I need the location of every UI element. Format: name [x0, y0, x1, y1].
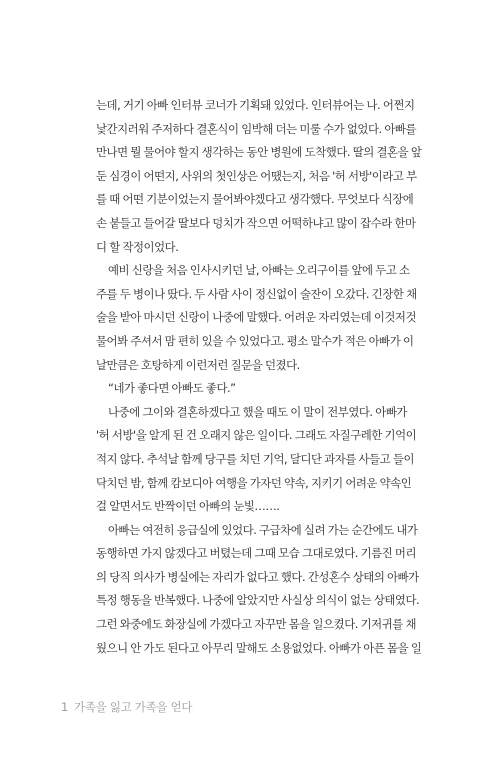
body-line: 동행하면 가지 않겠다고 버텼는데 그때 모습 그대로였다. 기름진 머리 [96, 546, 417, 561]
footer-chapter-title: 가족을 잃고 가족을 얻다 [74, 700, 193, 714]
body-line: 물어봐 주셔서 맘 편히 있을 수 있었다고. 평소 말수가 적은 아빠가 이 [96, 333, 414, 348]
body-line: 예비 신랑을 처음 인사시키던 날, 아빠는 오리구이를 앞에 두고 소 [108, 263, 410, 278]
body-line: 웠으니 안 가도 된다고 아무리 말해도 소용없었다. 아빠가 아픈 몸을 일 [96, 640, 422, 655]
body-line: 술을 받아 마시던 신랑이 나중에 말했다. 어려운 자리였는데 이것저것 [96, 310, 417, 325]
body-line: 낯간지러워 주저하다 결혼식이 임박해 더는 미룰 수가 없었다. 아빠를 [96, 121, 417, 136]
body-line: 는데, 거기 아빠 인터뷰 코너가 기획돼 있었다. 인터뷰어는 나. 어쩐지 [96, 98, 415, 112]
quote-line: “네가 좋다면 아빠도 좋다.” [108, 381, 236, 396]
page-footer [61, 699, 192, 715]
body-line: 디 할 작정이었다. [96, 239, 179, 254]
body-line: 특정 행동을 반복했다. 나중에 알았지만 사실상 의식이 없는 상태였다. [96, 593, 420, 608]
body-text [96, 94, 422, 660]
body-line: 닥치던 밤, 함께 캄보디아 여행을 가자던 약속, 지키기 어려운 약속인 [96, 475, 412, 490]
body-line: 적지 않다. 추석날 함께 당구를 치던 기억, 달디단 과자를 사들고 들이 [96, 451, 414, 466]
footer-page-number: 1 [61, 700, 69, 714]
body-line: 주를 두 병이나 땄다. 두 사람 사이 정신없이 술잔이 오갔다. 긴장한 채 [96, 286, 417, 301]
body-line: 걸 알면서도 반짝이던 아빠의 눈빛……. [96, 499, 280, 514]
body-line: 그런 와중에도 화장실에 가겠다고 자꾸만 몸을 일으켰다. 기저귀를 채 [96, 617, 417, 632]
body-line: '허 서방'을 알게 된 건 오래지 않은 일이다. 그래도 자질구레한 기억이 [96, 428, 417, 443]
body-line: 손 붙들고 들어갈 딸보다 덩치가 작으면 어떡하냐고 많이 잡수라 한마 [96, 215, 416, 230]
body-line: 날만큼은 호탕하게 이런저런 질문을 던졌다. [96, 357, 300, 372]
body-line: 만나면 뭘 물어야 할지 생각하는 동안 병원에 도착했다. 딸의 결혼을 앞 [96, 145, 422, 160]
body-line: 아빠는 여전히 응급실에 있었다. 구급차에 실려 가는 순간에도 내가 [108, 522, 418, 537]
body-line: 를 때 어떤 기분이었는지 물어봐야겠다고 생각했다. 무엇보다 식장에 [96, 192, 414, 207]
body-line: 나중에 그이와 결혼하겠다고 했을 때도 이 말이 전부였다. 아빠가 [108, 404, 407, 419]
body-line: 둔 심경이 어떤지, 사위의 첫인상은 어땠는지, 처음 '허 서방'이라고 부 [96, 168, 417, 183]
body-line: 의 당직 의사가 병실에는 자리가 없다고 했다. 간성혼수 상태의 아빠가 [96, 569, 419, 584]
